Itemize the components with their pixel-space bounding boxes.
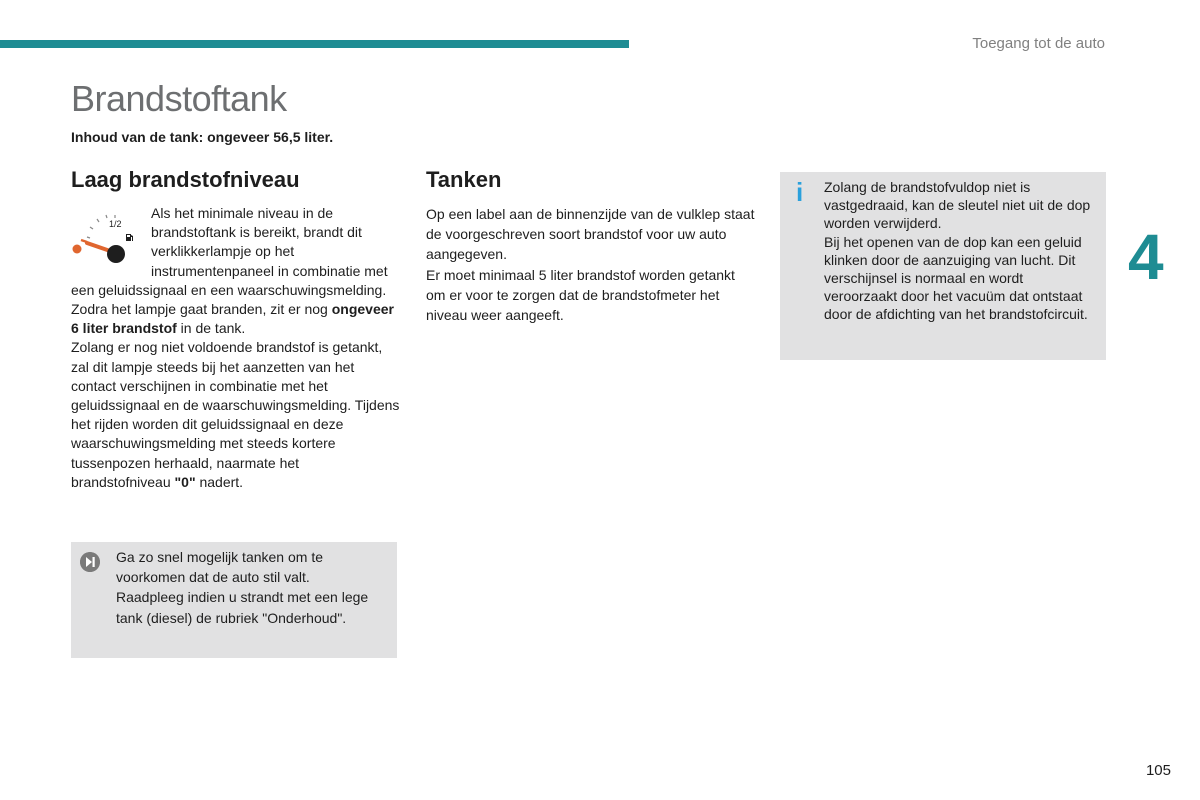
low-fuel-para2-start: Zolang er nog niet voldoende brandstof is getankt, zal dit lampje steeds bij het aanzetten van het contact verschijnen in combinatie met het geluidssignaal en de waarschuwingsmelding. Tijdens het rijden worden dit geluidssignaal en deze waarschuwingsmelding met steeds kortere tussenpozen herhaald, naarmate het brandstofniveau xyxy=(71,339,400,490)
gauge-half-label: 1/2 xyxy=(109,219,122,229)
refuelling-text xyxy=(426,204,756,325)
fuel-gauge-icon xyxy=(71,204,149,264)
refuelling-para2: Er moet minimaal 5 liter brandstof worden getankt om er voor te zorgen dat de brandstofmeter het niveau weer aangeeft. xyxy=(426,266,735,324)
refuelling-para1: Op een label aan de binnenzijde van de vulklep staat de voorgeschreven soort brandstof voor uw auto aangegeven. xyxy=(426,206,755,263)
chapter-number: 4 xyxy=(1128,221,1164,293)
low-fuel-heading: Laag brandstofniveau xyxy=(71,167,300,192)
page-title: Brandstoftank xyxy=(71,78,287,119)
fuel-pump-icon xyxy=(126,234,133,241)
low-fuel-para2-end: nadert. xyxy=(195,473,244,490)
tip-text: Ga zo snel mogelijk tanken om te voorkomen dat de auto stil valt. Raadpleeg indien u strandt met een lege tank (diesel) de rubriek "Onderhoud". xyxy=(116,549,369,626)
low-fuel-para1-start: Als het minimale niveau in de brandstoftank is bereikt, brandt dit verklikkerlampje op het instrumentenpaneel in combinatie met een geluidssignaal en een waarschuwingsmelding. Zodra het lampje gaat branden, zit er nog xyxy=(71,205,388,318)
tip-box xyxy=(71,542,397,658)
tank-capacity-note: Inhoud van de tank: ongeveer 56,5 liter. xyxy=(71,129,334,145)
info-text xyxy=(824,178,1094,324)
info-icon: i xyxy=(796,177,804,207)
info-box xyxy=(780,172,1106,360)
low-fuel-para1-end: in de tank. xyxy=(176,320,246,337)
page-number: 105 xyxy=(1145,762,1171,779)
low-fuel-remaining-amount: ongeveer 6 liter brandstof xyxy=(71,301,394,337)
section-title: Toegang tot de auto xyxy=(972,35,1105,52)
info-para2: Bij het openen van de dop kan een geluid klinken door de aanzuiging van lucht. Dit verschijnsel is normaal en wordt veroorzaakt door het vacuüm dat ontstaat door de afdichting van het brandstofcircuit. xyxy=(824,233,1088,323)
skip-forward-icon xyxy=(80,552,100,572)
header-accent-bar xyxy=(0,40,629,48)
info-para1: Zolang de brandstofvuldop niet is vastgedraaid, kan de sleutel niet uit de dop worden verwijderd. xyxy=(824,179,1091,232)
low-fuel-zero-value: "0" xyxy=(174,473,196,490)
refuelling-heading: Tanken xyxy=(426,167,502,192)
low-fuel-text xyxy=(71,204,401,492)
